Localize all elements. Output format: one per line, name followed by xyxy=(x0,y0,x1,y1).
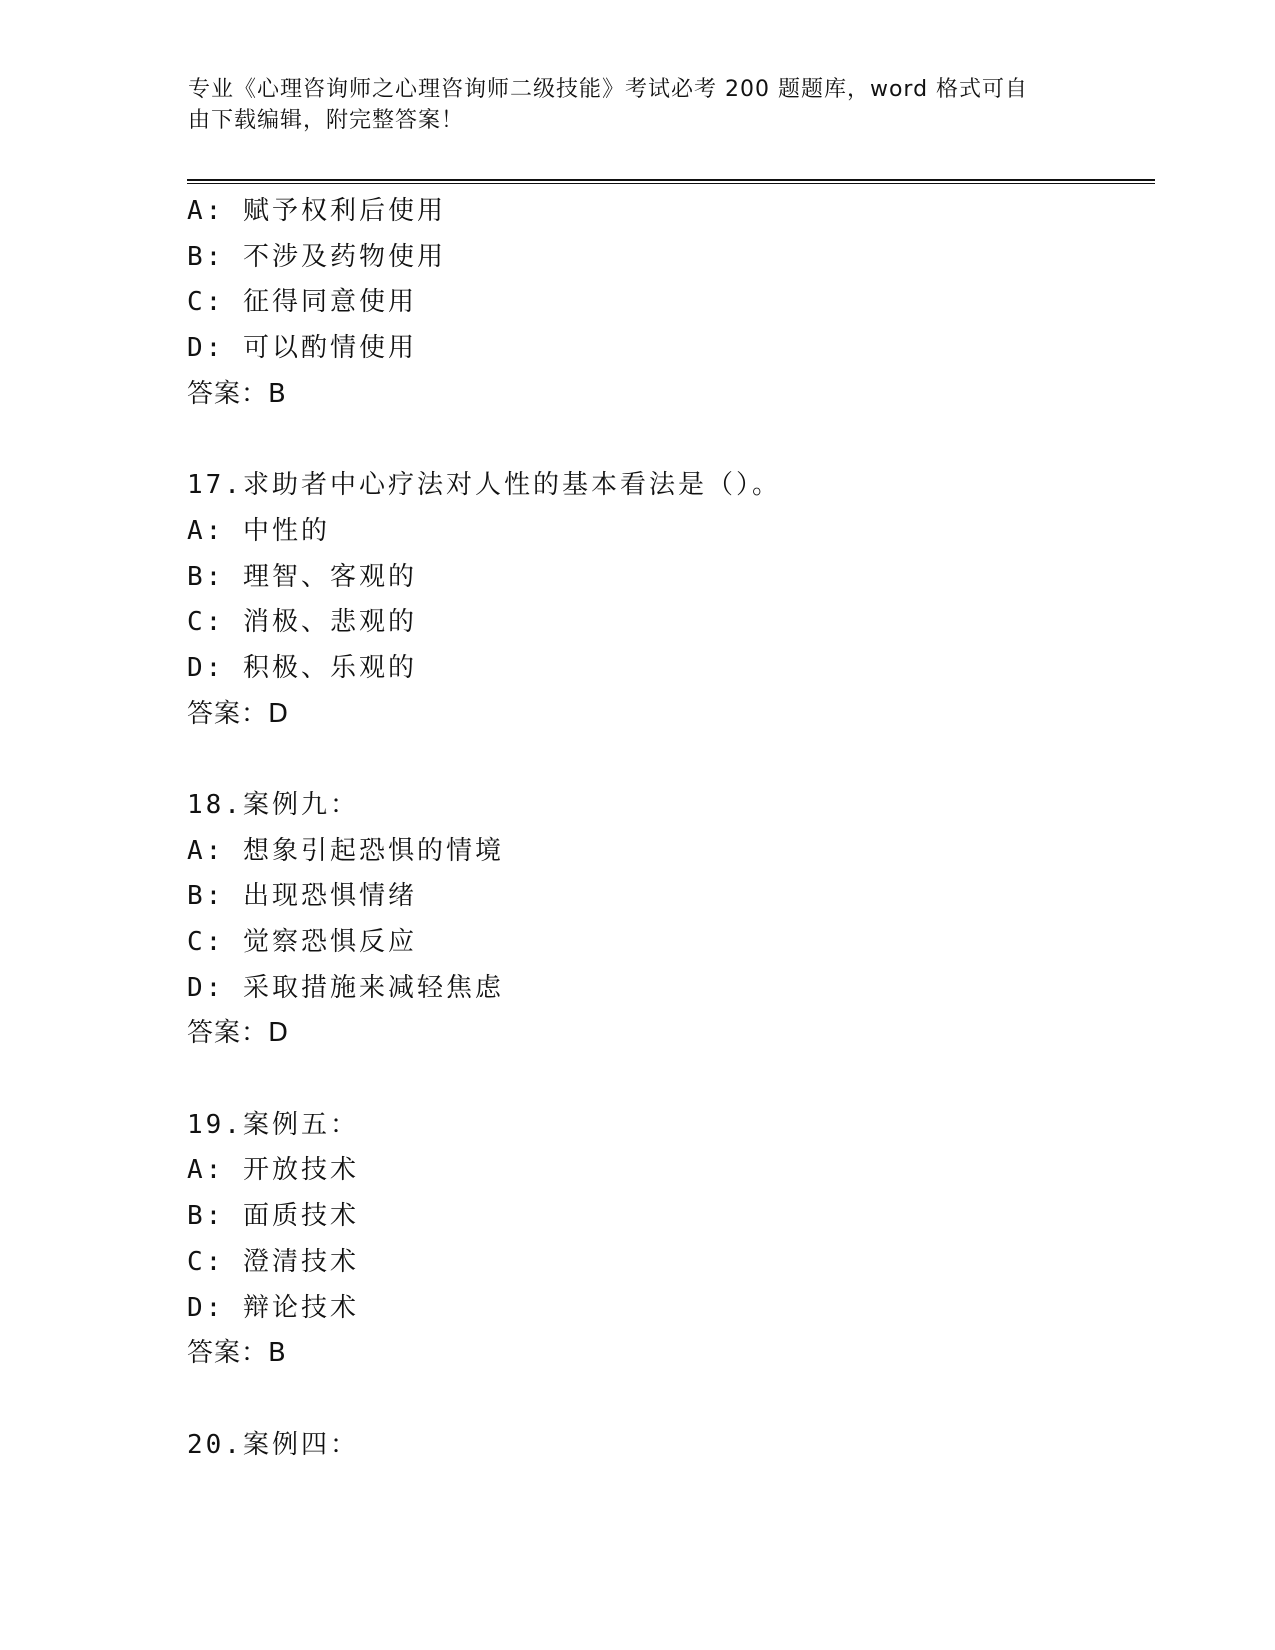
option-b: B: 理智、客观的 xyxy=(187,561,417,592)
header-double-rule xyxy=(187,179,1155,185)
option-b: B: 出现恐惧情绪 xyxy=(187,881,417,912)
option-c: C: 澄清技术 xyxy=(187,1246,359,1277)
option-b: B: 不涉及药物使用 xyxy=(187,241,446,272)
answer-line: 答案：B xyxy=(187,378,287,409)
rule-thick-line xyxy=(187,179,1155,181)
question-block xyxy=(187,189,1155,417)
option-d: D: 采取措施来减轻焦虑 xyxy=(187,972,504,1003)
option-d: D: 可以酌情使用 xyxy=(187,333,417,364)
option-a: A: 想象引起恐惧的情境 xyxy=(187,835,504,866)
option-c: C: 觉察恐惧反应 xyxy=(187,927,417,957)
option-a: A: 中性的 xyxy=(187,515,330,546)
question-text: 17.求助者中心疗法对人性的基本看法是（）。 xyxy=(187,470,781,501)
block-spacer xyxy=(187,417,1155,463)
block-spacer xyxy=(187,1057,1155,1103)
question-text: 19.案例五： xyxy=(187,1109,359,1140)
block-spacer xyxy=(187,737,1155,783)
option-c: C: 消极、悲观的 xyxy=(187,607,417,638)
option-b: B: 面质技术 xyxy=(187,1201,359,1232)
header-line-1: 专业《心理咨询师之心理咨询师二级技能》考试必考 200 题题库，word 格式可自 xyxy=(188,77,1029,102)
document-header xyxy=(188,74,1068,136)
answer-line: 答案：B xyxy=(187,1338,287,1369)
option-c: C: 征得同意使用 xyxy=(187,287,417,318)
question-block xyxy=(187,463,1155,737)
question-block xyxy=(187,1103,1155,1377)
option-d: D: 积极、乐观的 xyxy=(187,652,417,683)
answer-line: 答案：D xyxy=(187,698,290,729)
option-d: D: 辩论技术 xyxy=(187,1292,359,1323)
question-block xyxy=(187,783,1155,1057)
rule-thin-line xyxy=(187,183,1155,184)
header-line-2: 由下载编辑，附完整答案！ xyxy=(188,108,465,133)
question-list xyxy=(187,189,1155,1468)
answer-line: 答案：D xyxy=(187,1018,290,1049)
block-spacer xyxy=(187,1377,1155,1423)
option-a: A: 赋予权利后使用 xyxy=(187,196,446,226)
question-block xyxy=(187,1423,1155,1469)
option-a: A: 开放技术 xyxy=(187,1155,359,1186)
question-text: 18.案例九： xyxy=(187,789,359,820)
question-text: 20.案例四： xyxy=(187,1429,359,1460)
